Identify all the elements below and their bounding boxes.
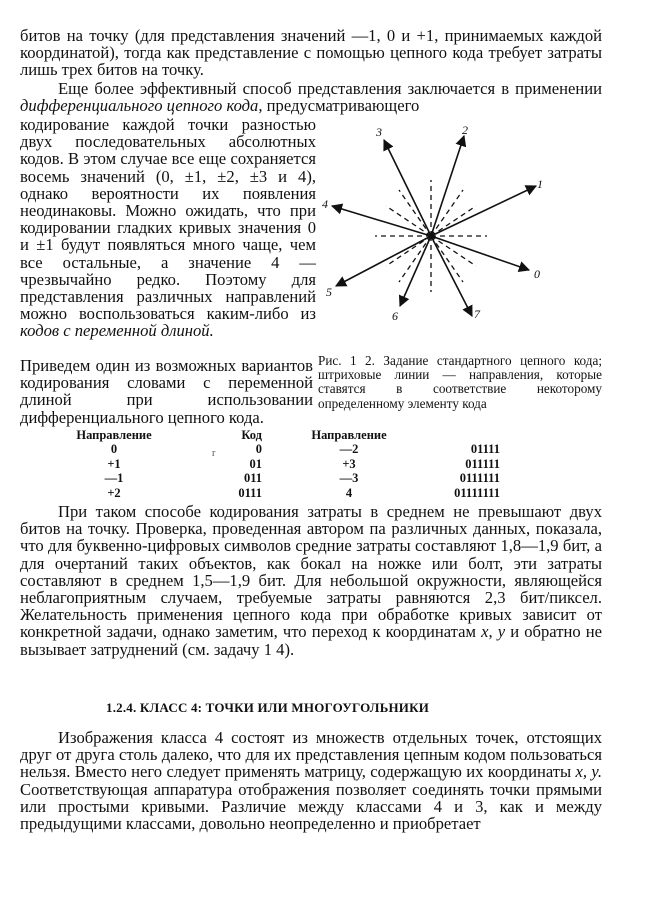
table-row <box>70 442 500 456</box>
arrow-2 <box>431 136 464 236</box>
arrow-1 <box>431 186 536 236</box>
stray-print-mark: r <box>212 448 216 459</box>
paragraph-variant-intro: Приведем один из возможных вариантов кодирования словами с переменной длиной при использовании дифференциального цепного кода. <box>20 356 313 427</box>
table-row <box>70 486 500 500</box>
paragraph-coding-cost: При таком способе кодирования затраты в среднем не превышают двух битов на точку. Проверка, проведенная автором па различных данных, показала, что для буквенно-цифровых символов средние затраты составляют 1,8—1,9 бит, а для очертаний таких объектов, как бокал на ножке или болт, эти затраты составляют в среднем 1,5—1,9 бит. Для небольшой окружности, являющейся неблагоприятным случаем, требуемые затраты равняются 2,3 бит/пиксел. Желательность применения цепного кода при обработке кривых зависит от конкретной задачи, однако заметим, что переход к координатам x, y и обратно не вызывает затруднений (см. задачу 1 4). <box>20 502 602 659</box>
cell-code: 0111 <box>238 485 262 500</box>
cell-direction: +3 <box>342 456 356 471</box>
cell-code: 0111111 <box>459 471 500 486</box>
cell-code: 01111111 <box>454 485 500 500</box>
direction-label-3: 3 <box>376 125 382 139</box>
arrow-5 <box>336 236 431 286</box>
table-header-row <box>70 428 500 442</box>
direction-label-5: 5 <box>326 285 332 299</box>
direction-label-6: 6 <box>392 309 398 323</box>
center-point <box>428 233 435 240</box>
term-variable-length-codes: кодов с переменной длиной. <box>20 321 214 341</box>
header-direction-right: Направление <box>311 428 387 442</box>
direction-label-2: 2 <box>462 123 468 137</box>
table-row <box>70 471 500 485</box>
cell-code: 011111 <box>465 456 500 471</box>
cell-direction: +2 <box>107 485 121 500</box>
paragraph-class-4: Изображения класса 4 состоят из множеств отдельных точек, отстоящих друг от друга столь далеко, что для их представления цепным кодом пользоваться нельзя. Вместо него следует применять матрицу, содержащую их координаты x, y. Соответствующая аппаратура отображения позволяет соединять точки прямыми или простыми кривыми. Различие между классами 4 и 3, как и между предыдущими классами, довольно неопределенно и приобретает <box>20 728 602 834</box>
cell-direction: 0 <box>110 442 118 457</box>
term-differential-chain-code: дифференциального цепного кода, <box>20 96 263 116</box>
math-y: y. <box>591 762 602 782</box>
arrow-4 <box>332 206 431 236</box>
direction-label-0: 0 <box>534 267 540 281</box>
cell-code: 011 <box>243 471 262 486</box>
cell-direction: —3 <box>339 471 359 486</box>
header-code: Код <box>241 428 262 442</box>
cell-direction: —2 <box>339 442 359 457</box>
header-direction-left: Направление <box>76 428 152 442</box>
differential-code-table <box>70 428 500 500</box>
direction-label-7: 7 <box>474 307 480 321</box>
direction-label-1: 1 <box>537 177 543 191</box>
paragraph-intro: битов на точку (для представления значений —1, 0 и +1, принимаемых каждой координатой), тогда как представление с помощью цепного кода требует затраты лишь трех битов на точку. <box>20 26 602 80</box>
cell-direction: +1 <box>107 456 121 471</box>
math-x: x <box>481 622 489 642</box>
direction-arrows <box>332 136 536 316</box>
arrow-3 <box>384 140 431 236</box>
figure-caption: Рис. 1 2. Задание стандартного цепного кода; штриховые линии — направления, которые ставятся в соответствие некоторому определенному элементу кода <box>318 353 602 411</box>
cell-direction: —1 <box>104 471 124 486</box>
cell-code: 01111 <box>470 442 500 457</box>
paragraph-wrapped-text: кодирование каждой точки разностью двух последовательных абсолютных кодов. В этом случае все еще сохраняется восемь значений (0, ±1, ±2, ±3 и 4), однако вероятности их появления неодинаковы. Можно ожидать, что при кодировании гладких кривых значения 0 и ±1 будут появляться много чаще, чем все остальные, а значение 4 — чрезвычайно редко. Поэтому для представления различных направлений можно воспользоваться каким-либо из кодов с переменной длиной. <box>20 115 316 341</box>
table-row <box>70 457 500 471</box>
cell-code: 0 <box>255 442 262 457</box>
math-y: y <box>497 622 506 642</box>
chain-code-diagram <box>314 118 604 358</box>
cell-direction: 4 <box>345 485 353 500</box>
paragraph-differential-code: Еще более эффективный способ представления заключается в применении дифференциального цепного кода, предусматривающего <box>20 79 602 116</box>
direction-label-4: 4 <box>322 197 328 211</box>
cell-code: 01 <box>249 456 262 471</box>
math-x: x, <box>575 762 588 782</box>
section-heading: 1.2.4. КЛАСС 4: ТОЧКИ ИЛИ МНОГОУГОЛЬНИКИ <box>106 700 430 715</box>
